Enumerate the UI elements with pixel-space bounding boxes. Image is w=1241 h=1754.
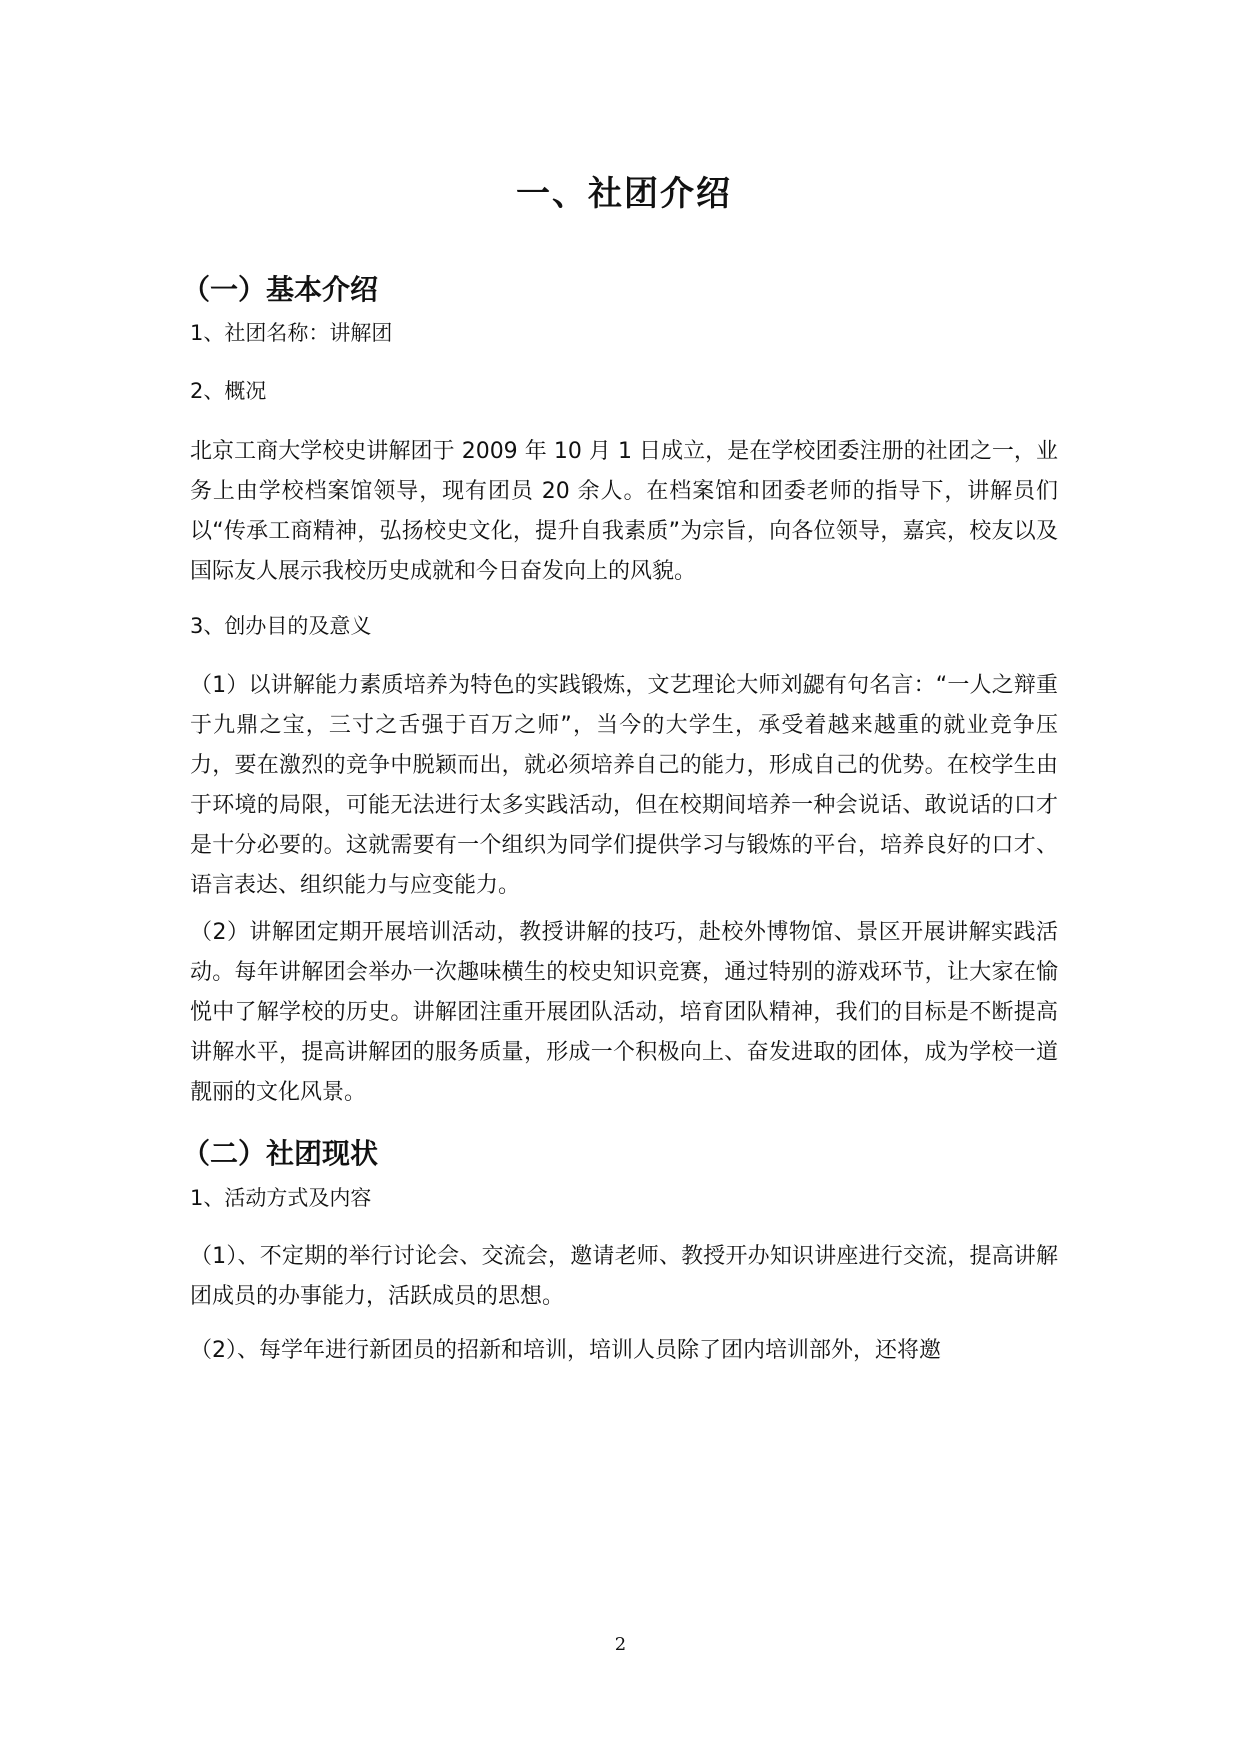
activity-paragraph-2: （2）、每学年进行新团员的招新和培训，培训人员除了团内培训部外，还将邀 xyxy=(190,1338,941,1363)
purpose-paragraph-1: （1）以讲解能力素质培养为特色的实践锻炼，文艺理论大师刘勰有句名言：“一人之辩重于九鼎之宝，三寸之舌强于百万之师”，当今的大学生，承受着越来越重的就业竞争压力，要在激烈的竞争中脱颖而出，就必须培养自己的能力，形成自己的优势。在校学生由于环境的局限，可能无法进行太多实践活动，但在校期间培养一种会说话、敢说话的口才是十分必要的。这就需要有一个组织为同学们提供学习与锻炼的平台，培养良好的口才、语言表达、组织能力与应变能力。 xyxy=(190,673,1058,898)
section-heading-basic-intro: （一）基本介绍 xyxy=(182,273,379,306)
activities-item: 1、活动方式及内容 xyxy=(190,1186,372,1210)
overview-item: 2、概况 xyxy=(190,379,267,403)
page-title: 一、社团介绍 xyxy=(516,174,732,214)
activity-paragraph-1: （1）、不定期的举行讨论会、交流会，邀请老师、教授开办知识讲座进行交流，提高讲解团成员的办事能力，活跃成员的思想。 xyxy=(190,1244,1058,1309)
overview-paragraph: 北京工商大学校史讲解团于 2009 年 10 月 1 日成立，是在学校团委注册的社团之一，业务上由学校档案馆领导，现有团员 20 余人。在档案馆和团委老师的指导下，讲解员们以“传承工商精神，弘扬校史文化，提升自我素质”为宗旨，向各位领导，嘉宾，校友以及国际友人展示我校历史成就和今日奋发向上的风貌。 xyxy=(190,439,1058,584)
page-number: 2 xyxy=(614,1634,627,1655)
purpose-item: 3、创办目的及意义 xyxy=(190,614,372,638)
section-heading-current-status: （二）社团现状 xyxy=(182,1137,379,1170)
club-name-item: 1、社团名称：讲解团 xyxy=(190,321,393,345)
purpose-paragraph-2: （2）讲解团定期开展培训活动，教授讲解的技巧，赴校外博物馆、景区开展讲解实践活动。每年讲解团会举办一次趣味横生的校史知识竞赛，通过特别的游戏环节，让大家在愉悦中了解学校的历史。讲解团注重开展团队活动，培育团队精神，我们的目标是不断提高讲解水平，提高讲解团的服务质量，形成一个积极向上、奋发进取的团体，成为学校一道靓丽的文化风景。 xyxy=(190,920,1058,1105)
